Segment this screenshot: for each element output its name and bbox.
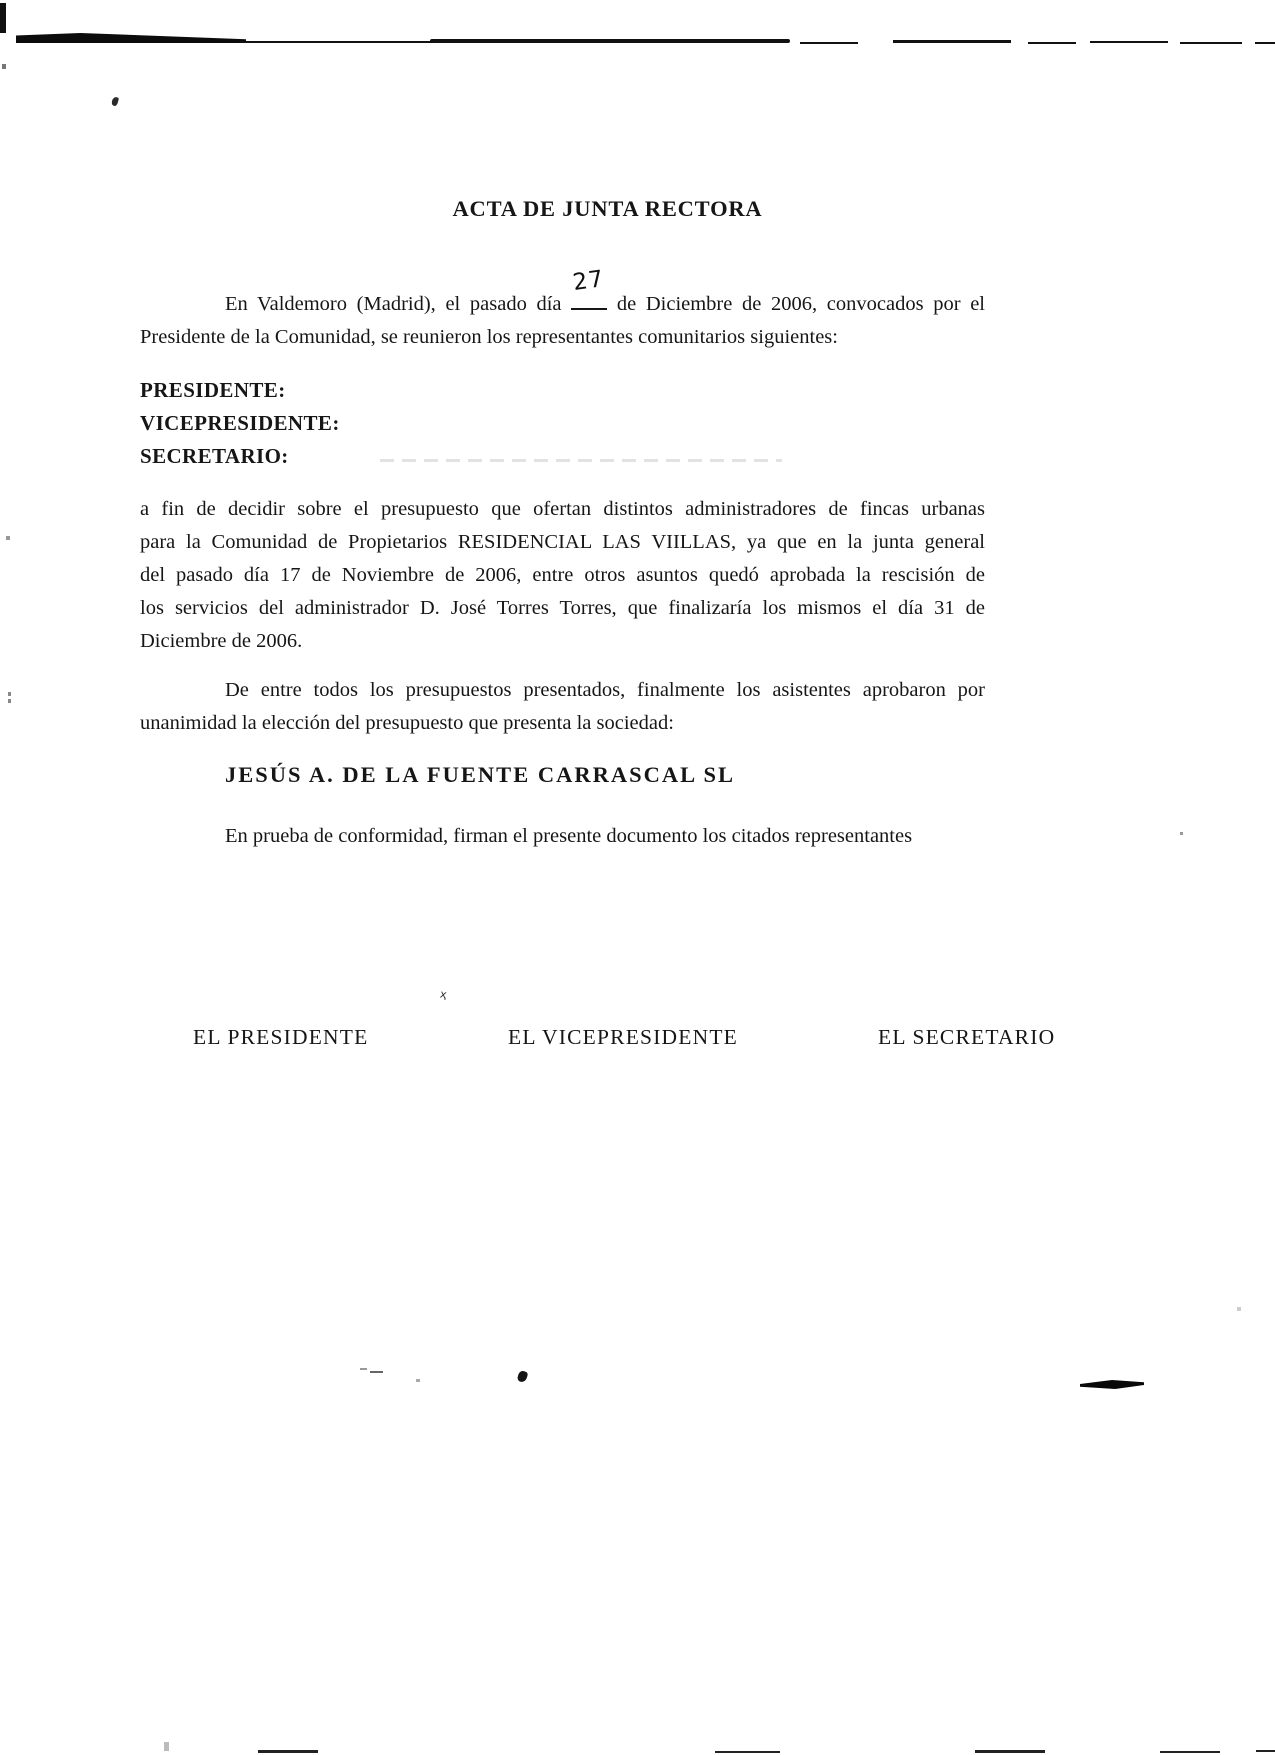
whited-out-secretary-name — [380, 459, 782, 462]
scan-line-segment — [240, 41, 435, 43]
officer-label-presidente: PRESIDENTE: — [140, 378, 286, 402]
scan-speck — [6, 536, 10, 540]
scan-speck — [111, 96, 119, 106]
scan-line-segment — [1180, 42, 1242, 44]
scan-line-segment — [430, 39, 790, 43]
document-title: ACTA DE JUNTA RECTORA — [452, 196, 763, 221]
paragraph-line: para la Comunidad de Propietarios RESIDENCIAL LAS VIILLAS, ya que en la junta general — [140, 531, 985, 553]
scan-line-segment — [800, 42, 858, 44]
paragraph-line: Presidente de la Comunidad, se reunieron los representantes comunitarios siguientes: — [140, 326, 838, 348]
signature-label-secretario: EL SECRETARIO — [878, 1025, 1056, 1049]
paragraph-line: unanimidad la elección del presupuesto que presenta la sociedad: — [140, 712, 674, 734]
intro-text-before-day: En Valdemoro (Madrid), el pasado día — [225, 293, 562, 315]
scan-speck — [2, 64, 6, 69]
closing-paragraph — [140, 820, 985, 853]
paragraph-line: a fin de decidir sobre el presupuesto que ofertan distintos administradores de fincas urbanas — [140, 498, 985, 520]
scan-speck — [1180, 832, 1183, 835]
scan-speck — [0, 3, 6, 33]
signature-label-presidente: EL PRESIDENTE — [193, 1025, 369, 1049]
budget-decision-paragraph — [140, 493, 985, 658]
scan-speck: ҳ — [438, 987, 448, 1002]
scan-line-segment — [893, 40, 1011, 43]
scan-speck — [8, 699, 11, 703]
scan-line-segment — [975, 1750, 1045, 1753]
scan-smudge-top — [16, 33, 246, 43]
scan-speck — [164, 1742, 169, 1751]
approval-paragraph — [140, 674, 985, 740]
scan-line-segment — [1028, 42, 1076, 44]
day-blank-line — [571, 265, 607, 310]
officer-label-vicepresidente: VICEPRESIDENTE: — [140, 411, 340, 435]
intro-text-after-day: de Diciembre de 2006, convocados por el — [616, 293, 986, 315]
handwritten-day: 27 — [571, 265, 607, 297]
intro-paragraph — [140, 265, 986, 354]
scan-speck — [360, 1368, 367, 1370]
approval-line-1: De entre todos los presupuestos presentados, finalmente los asistentes aprobaron por — [225, 679, 985, 701]
scan-speck — [416, 1379, 420, 1382]
paragraph-line — [140, 674, 985, 707]
paragraph-line: Diciembre de 2006. — [140, 630, 303, 652]
company-name: JESÚS A. DE LA FUENTE CARRASCAL SL — [225, 762, 735, 787]
scan-line-segment — [1256, 1750, 1275, 1752]
scan-speck — [1237, 1307, 1241, 1311]
scan-blot — [1080, 1380, 1144, 1389]
scan-line-segment — [715, 1751, 780, 1753]
signature-label-vicepresidente: EL VICEPRESIDENTE — [508, 1025, 739, 1049]
scan-blot — [517, 1370, 529, 1383]
paragraph-line — [140, 820, 985, 853]
scan-line-segment — [258, 1750, 318, 1753]
officer-label-secretario: SECRETARIO: — [140, 444, 289, 468]
paragraph-line: los servicios del administrador D. José Torres Torres, que finalizaría los mismos el día 31 de — [140, 597, 985, 619]
closing-text: En prueba de conformidad, firman el presente documento los citados representantes — [225, 825, 913, 847]
paragraph-line — [140, 265, 986, 321]
scan-line-segment — [1090, 41, 1168, 43]
paragraph-line: del pasado día 17 de Noviembre de 2006, entre otros asuntos quedó aprobada la rescisión de — [140, 564, 985, 586]
scan-speck — [8, 692, 11, 696]
scan-line-segment — [1160, 1751, 1220, 1753]
scan-line-segment — [1255, 42, 1275, 44]
scan-speck — [370, 1371, 383, 1373]
